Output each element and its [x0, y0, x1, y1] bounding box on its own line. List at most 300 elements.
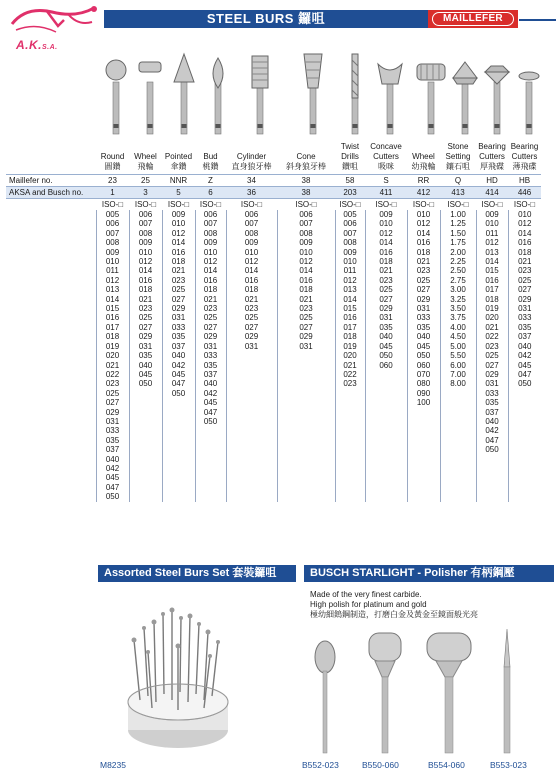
column-header — [407, 142, 440, 175]
maillefer-number: HB — [508, 175, 541, 187]
size-value: 012 — [203, 257, 218, 267]
size-value: 016 — [138, 275, 153, 285]
size-value: 033 — [171, 322, 186, 332]
size-value: 018 — [416, 247, 431, 257]
column-name-zh: 桃鑽 — [202, 162, 219, 171]
size-value: 037 — [485, 407, 499, 417]
size-value: 5.50 — [450, 351, 466, 361]
size-value: 033 — [203, 351, 218, 361]
size-value: 009 — [203, 238, 218, 248]
sizes-row — [6, 210, 541, 502]
size-value: 045 — [518, 360, 532, 370]
size-value: 027 — [379, 294, 393, 304]
column-header — [129, 142, 162, 175]
size-value: 014 — [343, 294, 357, 304]
size-value: 008 — [203, 228, 218, 238]
size-column — [195, 210, 226, 502]
column-name-en: Concave — [370, 142, 402, 151]
size-column — [162, 210, 195, 502]
size-value: 010 — [343, 257, 357, 267]
size-value: 025 — [171, 285, 186, 295]
desc-line-2: High polish for platinum and gold — [310, 600, 427, 609]
size-value: 021 — [138, 294, 153, 304]
size-value: 040 — [416, 332, 431, 342]
size-value: 021 — [343, 360, 357, 370]
size-value: 009 — [299, 238, 313, 248]
column-name-en: Bearing — [510, 142, 539, 151]
size-value: 060 — [379, 360, 393, 370]
size-value: 023 — [105, 379, 120, 389]
maillefer-number: Z — [195, 175, 226, 187]
size-column — [335, 210, 365, 502]
size-value: 045 — [105, 473, 120, 483]
size-value: 012 — [171, 228, 186, 238]
size-value: 009 — [343, 247, 357, 257]
aksa-number: 413 — [440, 187, 476, 199]
size-value: 031 — [138, 341, 153, 351]
size-value: 025 — [379, 285, 393, 295]
size-value: 005 — [343, 210, 357, 219]
size-value: 040 — [105, 454, 120, 464]
column-name-en: Round — [100, 152, 125, 161]
size-value: 7.00 — [450, 369, 466, 379]
size-value: 011 — [343, 266, 357, 276]
size-value: 010 — [416, 210, 431, 219]
size-value: 050 — [203, 416, 218, 426]
size-value: 007 — [203, 219, 218, 229]
size-value: 035 — [105, 435, 120, 445]
size-value: 022 — [485, 332, 499, 342]
iso-code: ISO-□ — [513, 199, 536, 209]
column-header — [277, 142, 335, 175]
size-value: 008 — [105, 238, 120, 248]
aksa-number: 411 — [365, 187, 407, 199]
size-value: 014 — [485, 257, 499, 267]
size-value: 017 — [105, 322, 120, 332]
iso-code: ISO-□ — [295, 199, 317, 209]
size-value: 090 — [416, 388, 431, 398]
size-value: 045 — [416, 341, 431, 351]
size-value: 023 — [343, 379, 357, 389]
iso-code: ISO-□ — [412, 199, 435, 209]
size-value: 016 — [105, 313, 120, 323]
bur-shape-icon — [240, 48, 280, 140]
size-value: 2.50 — [450, 266, 466, 276]
iso-code: ISO-□ — [240, 199, 263, 209]
column-header — [508, 142, 541, 175]
size-value: 016 — [416, 238, 431, 248]
iso-code: ISO-□ — [167, 199, 190, 209]
maillefer-number: Q — [440, 175, 476, 187]
size-value: 016 — [379, 247, 393, 257]
size-value: 007 — [244, 219, 259, 229]
size-value: 009 — [379, 210, 393, 219]
size-value: 042 — [485, 426, 499, 436]
column-name-en: Cone — [296, 152, 316, 161]
maillefer-number: 38 — [277, 175, 335, 187]
size-value: 020 — [343, 351, 357, 361]
size-value: 033 — [416, 313, 431, 323]
size-value: 3.75 — [450, 313, 466, 323]
polisher-code-3: B554-060 — [428, 760, 465, 770]
size-value: 5.00 — [450, 341, 466, 351]
maillefer-number: 23 — [96, 175, 129, 187]
maillefer-number: 34 — [226, 175, 277, 187]
size-value: 3.00 — [450, 285, 466, 295]
column-header — [476, 142, 508, 175]
size-value: 015 — [105, 304, 120, 314]
size-value: 018 — [379, 257, 393, 267]
size-value: 007 — [343, 228, 357, 238]
iso-label-blank — [6, 199, 96, 211]
size-value: 040 — [138, 360, 153, 370]
maillefer-number: 25 — [129, 175, 162, 187]
bur-illustrations — [0, 48, 556, 140]
iso-row — [6, 199, 541, 211]
aksa-number: 412 — [407, 187, 440, 199]
size-value: 042 — [203, 388, 218, 398]
size-value: 009 — [138, 238, 153, 248]
size-value: 023 — [299, 304, 313, 314]
size-value: 035 — [485, 398, 499, 408]
size-value: 010 — [138, 247, 153, 257]
column-name-en: Pointed — [164, 152, 193, 161]
polisher-b552-image — [313, 627, 337, 757]
aksa-number: 414 — [476, 187, 508, 199]
size-value: 012 — [299, 257, 313, 267]
aksa-label: AKSA and Busch no. — [6, 187, 96, 199]
size-value: 014 — [299, 266, 313, 276]
size-value: 016 — [485, 275, 499, 285]
size-value: 014 — [244, 266, 259, 276]
size-value: 008 — [299, 228, 313, 238]
size-column — [129, 210, 162, 502]
size-value: 020 — [105, 351, 120, 361]
size-value: 040 — [485, 416, 499, 426]
size-value: 027 — [299, 322, 313, 332]
size-value: 018 — [244, 285, 259, 295]
iso-code: ISO-□ — [199, 199, 222, 209]
size-value: 3.50 — [450, 304, 466, 314]
size-value: 010 — [203, 247, 218, 257]
column-name-en: Cutters — [511, 152, 538, 161]
column-header — [162, 142, 195, 175]
size-value: 037 — [105, 445, 120, 455]
size-value: 029 — [416, 294, 431, 304]
size-column — [226, 210, 277, 502]
size-value: 029 — [485, 369, 499, 379]
size-value: 011 — [485, 228, 499, 238]
size-value: 012 — [485, 238, 499, 248]
size-value: 018 — [299, 285, 313, 295]
size-value: 025 — [518, 275, 532, 285]
desc-line-3: 極幼細鎢鋼制造，打磨白金及黃金至鏡面般光亮 — [310, 610, 478, 619]
aksa-number: 3 — [129, 187, 162, 199]
size-value: 029 — [105, 407, 120, 417]
size-value: 025 — [485, 351, 499, 361]
size-value: 017 — [485, 285, 499, 295]
size-value: 014 — [518, 228, 532, 238]
size-value: 016 — [518, 238, 532, 248]
size-value: 6.00 — [450, 360, 466, 370]
size-value: 009 — [105, 247, 120, 257]
polisher-b553-image — [499, 627, 515, 757]
size-value: 019 — [343, 341, 357, 351]
column-name-zh: 直身狼牙棒 — [231, 162, 272, 171]
size-value: 010 — [379, 219, 393, 229]
size-value: 021 — [105, 360, 120, 370]
page-title: STEEL BURS 鑼咀 — [104, 10, 428, 28]
size-value: 013 — [343, 285, 357, 295]
bur-spec-table — [6, 142, 541, 502]
size-value: 029 — [203, 332, 218, 342]
size-value: 1.50 — [450, 228, 466, 238]
size-value: 005 — [105, 210, 120, 219]
brand-label: MAILLEFER — [432, 12, 514, 26]
size-value: 029 — [244, 332, 259, 342]
brand-badge — [428, 10, 518, 28]
size-value: 021 — [244, 294, 259, 304]
sizes-label-blank — [6, 210, 96, 502]
size-value: 006 — [105, 219, 120, 229]
size-value: 042 — [105, 463, 120, 473]
column-name-en: Stone — [447, 142, 469, 151]
column-header — [335, 142, 365, 175]
aksa-number: 6 — [195, 187, 226, 199]
size-value: 050 — [518, 379, 532, 389]
size-value: 045 — [171, 369, 186, 379]
size-value: 007 — [138, 219, 153, 229]
size-value: 031 — [203, 341, 218, 351]
size-value: 022 — [343, 369, 357, 379]
size-value: 006 — [203, 210, 218, 219]
maillefer-label: Maillefer no. — [6, 175, 96, 187]
size-value: 037 — [203, 369, 218, 379]
column-name-en: Bearing — [478, 142, 506, 151]
desc-line-1: Made of the very finest carbide. — [310, 590, 422, 599]
aksa-number: 38 — [277, 187, 335, 199]
size-value: 023 — [171, 275, 186, 285]
size-value: 008 — [343, 238, 357, 248]
column-header — [440, 142, 476, 175]
assorted-set-code: M8235 — [100, 760, 126, 770]
bur-shape-icon — [335, 48, 375, 140]
maillefer-number: RR — [407, 175, 440, 187]
size-value: 018 — [343, 332, 357, 342]
size-value: 016 — [203, 275, 218, 285]
iso-code: ISO-□ — [134, 199, 157, 209]
size-value: 014 — [105, 294, 120, 304]
size-value: 015 — [343, 304, 357, 314]
starlight-description — [310, 590, 478, 620]
size-value: 025 — [244, 313, 259, 323]
size-value: 009 — [485, 210, 499, 219]
column-name-zh: 圓鑽 — [104, 162, 121, 171]
column-name-zh: 鑽咀 — [342, 162, 358, 171]
size-value: 029 — [171, 304, 186, 314]
size-value: 018 — [485, 294, 499, 304]
size-value: 018 — [203, 285, 218, 295]
size-column — [508, 210, 541, 502]
iso-code: ISO-□ — [101, 199, 124, 209]
table-header-row — [6, 142, 541, 175]
size-value: 025 — [138, 313, 153, 323]
aksa-row — [6, 187, 541, 199]
size-value: 2.00 — [450, 247, 466, 257]
size-value: 023 — [416, 266, 431, 276]
aksa-number: 446 — [508, 187, 541, 199]
column-name-en: Twist — [340, 142, 360, 151]
size-value: 100 — [416, 398, 431, 408]
column-name-zh: 厚飛碟 — [480, 162, 504, 171]
size-value: 033 — [105, 426, 120, 436]
size-value: 040 — [379, 332, 393, 342]
size-value: 033 — [518, 313, 532, 323]
aksa-number: 203 — [335, 187, 365, 199]
size-value: 047 — [203, 407, 218, 417]
size-value: 031 — [379, 313, 393, 323]
assorted-set-image — [108, 592, 268, 757]
size-value: 025 — [416, 275, 431, 285]
size-value: 025 — [299, 313, 313, 323]
column-header — [226, 142, 277, 175]
size-value: 047 — [485, 435, 499, 445]
column-name-zh: 幼飛輪 — [411, 162, 436, 171]
size-value: 1.75 — [450, 238, 466, 248]
size-value: 027 — [416, 285, 431, 295]
size-value: 040 — [203, 379, 218, 389]
column-name-en: Drills — [341, 152, 359, 161]
column-name-en: Wheel — [134, 152, 157, 161]
size-value: 047 — [105, 482, 120, 492]
size-value: 042 — [518, 351, 532, 361]
size-value: 007 — [299, 219, 313, 229]
size-value: 040 — [518, 341, 532, 351]
size-value: 016 — [343, 313, 357, 323]
size-value: 2.75 — [450, 275, 466, 285]
size-value: 047 — [518, 369, 532, 379]
header-blank-cell — [6, 142, 96, 175]
size-value: 016 — [299, 275, 313, 285]
size-value: 010 — [171, 219, 186, 229]
size-value: 018 — [105, 332, 120, 342]
column-name-en: Cutters — [479, 152, 505, 161]
bur-shape-icon — [293, 48, 333, 140]
size-value: 009 — [171, 210, 186, 219]
size-value: 035 — [518, 322, 532, 332]
bur-shape-icon — [198, 48, 238, 140]
size-value: 021 — [203, 294, 218, 304]
size-value: 018 — [138, 285, 153, 295]
column-name-zh: 傘鑽 — [170, 162, 187, 171]
size-value: 012 — [379, 228, 393, 238]
size-value: 031 — [485, 379, 499, 389]
size-value: 4.50 — [450, 332, 466, 342]
column-name-en: Setting — [445, 152, 471, 161]
size-value: 021 — [485, 322, 499, 332]
size-value: 027 — [105, 398, 120, 408]
header-divider — [519, 19, 556, 21]
aksa-number: 5 — [162, 187, 195, 199]
size-value: 035 — [138, 351, 153, 361]
size-value: 031 — [244, 341, 259, 351]
maillefer-number: 58 — [335, 175, 365, 187]
polisher-code-4: B553-023 — [490, 760, 527, 770]
company-logo — [6, 4, 101, 52]
size-value: 010 — [105, 257, 120, 267]
size-value: 012 — [343, 275, 357, 285]
size-value: 021 — [299, 294, 313, 304]
size-value: 050 — [138, 379, 153, 389]
size-value: 013 — [105, 285, 120, 295]
maillefer-number: NNR — [162, 175, 195, 187]
size-value: 006 — [244, 210, 259, 219]
size-value: 035 — [379, 322, 393, 332]
column-header — [195, 142, 226, 175]
size-value: 010 — [299, 247, 313, 257]
size-value: 040 — [171, 351, 186, 361]
size-value: 8.00 — [450, 379, 466, 389]
polisher-b554-image — [424, 627, 474, 757]
bur-shape-icon — [509, 48, 549, 140]
column-name-en: Cutters — [373, 152, 399, 161]
bur-shape-icon — [370, 48, 410, 140]
column-name-en: Bud — [203, 152, 218, 161]
size-value: 019 — [105, 341, 120, 351]
size-value: 010 — [518, 210, 532, 219]
column-name-zh: 斜身狼牙棒 — [286, 162, 326, 171]
size-value: 021 — [171, 266, 186, 276]
column-name-zh: 吸咪 — [378, 162, 394, 171]
size-value: 027 — [203, 322, 218, 332]
aksa-number: 1 — [96, 187, 129, 199]
size-value: 031 — [171, 313, 186, 323]
size-value: 045 — [379, 341, 393, 351]
column-header — [365, 142, 407, 175]
size-value: 023 — [518, 266, 532, 276]
size-value: 006 — [299, 210, 313, 219]
size-column — [277, 210, 335, 502]
logo-wordmark: A.K.S.A. — [16, 38, 58, 52]
assorted-set-heading: Assorted Steel Burs Set 套裝鑼咀 — [98, 565, 296, 582]
size-value: 2.25 — [450, 257, 466, 267]
size-value: 008 — [138, 228, 153, 238]
size-value: 050 — [416, 351, 431, 361]
size-value: 016 — [171, 247, 186, 257]
size-value: 022 — [105, 369, 120, 379]
size-value: 014 — [138, 266, 153, 276]
maillefer-number: S — [365, 175, 407, 187]
size-column — [440, 210, 476, 502]
iso-code: ISO-□ — [481, 199, 503, 209]
column-name-zh: 鑲石咀 — [446, 162, 470, 171]
polisher-code-2: B550-060 — [362, 760, 399, 770]
size-value: 009 — [244, 238, 259, 248]
size-value: 027 — [138, 322, 153, 332]
size-column — [365, 210, 407, 502]
size-value: 029 — [138, 332, 153, 342]
size-value: 021 — [416, 257, 431, 267]
maillefer-number: HD — [476, 175, 508, 187]
size-value: 037 — [518, 332, 532, 342]
size-value: 019 — [485, 304, 499, 314]
column-name-zh: 薄飛碟 — [512, 162, 537, 171]
size-value: 014 — [416, 228, 431, 238]
polisher-code-1: B552-023 — [302, 760, 339, 770]
size-value: 031 — [518, 304, 532, 314]
size-value: 018 — [171, 257, 186, 267]
aksa-number: 36 — [226, 187, 277, 199]
